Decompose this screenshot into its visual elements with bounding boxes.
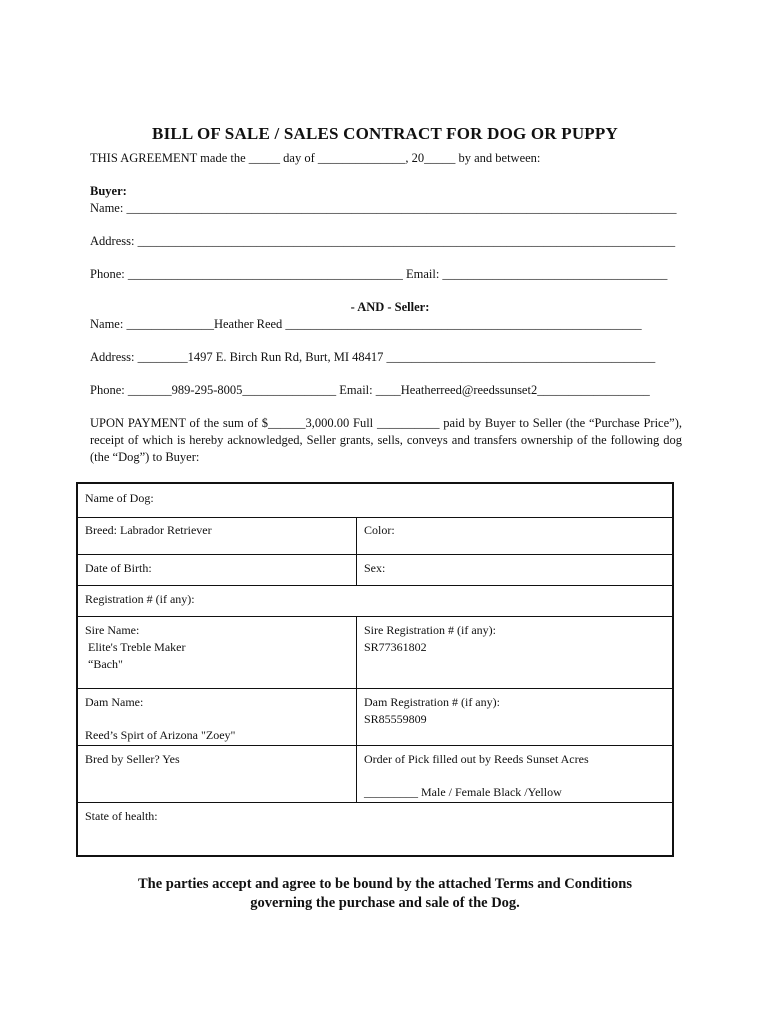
breed-field[interactable]: Breed: Labrador Retriever — [85, 523, 212, 537]
sire-registration-label: Sire Registration # (if any): — [364, 623, 496, 637]
table-row — [78, 688, 672, 746]
terms-acknowledgement — [0, 875, 770, 913]
dam-registration-cell[interactable] — [356, 688, 672, 745]
seller-address-field[interactable]: Address: ________1497 E. Birch Run Rd, Burt, MI 48417 ___________________________________________ — [90, 350, 656, 364]
sex-field[interactable]: Sex: — [356, 554, 672, 585]
registration-field[interactable]: Registration # (if any): — [85, 592, 195, 606]
dam-name-label: Dam Name: — [85, 695, 144, 709]
dam-name-cell[interactable] — [78, 688, 356, 745]
document-title: BILL OF SALE / SALES CONTRACT FOR DOG OR PUPPY — [152, 124, 618, 143]
table-row — [78, 616, 672, 689]
dog-details-table — [76, 482, 674, 857]
sire-registration-cell[interactable] — [356, 616, 672, 688]
agreement-line: THIS AGREEMENT made the _____ day of ______________, 20_____ by and between: — [90, 151, 541, 165]
buyer-phone-email-field[interactable]: Phone: ____________________________________________ Email: ____________________________________ — [90, 267, 668, 281]
state-of-health-field[interactable]: State of health: — [85, 809, 158, 823]
table-row — [78, 585, 672, 617]
dam-registration-label: Dam Registration # (if any): — [364, 695, 500, 709]
order-of-pick-cell[interactable] — [356, 745, 672, 802]
sire-name-cell[interactable] — [78, 616, 356, 688]
buyer-heading: Buyer: — [90, 184, 127, 198]
name-of-dog-field[interactable]: Name of Dog: — [85, 491, 154, 505]
date-of-birth-field[interactable]: Date of Birth: — [85, 561, 152, 575]
terms-line-1: The parties accept and agree to be bound by the attached Terms and Conditions — [138, 876, 632, 892]
sire-name-value: Elite's Treble Maker — [88, 640, 186, 654]
sire-call-name: “Bach" — [88, 657, 123, 671]
sex-color-choice: _________ Male / Female Black /Yellow — [364, 785, 562, 799]
table-row — [78, 517, 672, 555]
table-row — [78, 554, 672, 586]
terms-line-2: governing the purchase and sale of the Dog. — [250, 895, 520, 911]
table-row — [78, 484, 672, 518]
dam-registration-value: SR85559809 — [364, 712, 427, 726]
seller-heading: - AND - Seller: — [350, 300, 430, 314]
color-field[interactable]: Color: — [356, 517, 672, 554]
seller-name-field[interactable]: Name: ______________Heather Reed _________________________________________________________ — [90, 317, 642, 331]
seller-phone-email-field[interactable]: Phone: _______989-295-8005_______________ Email: ____Heatherreed@reedssunset2__________________ — [90, 383, 650, 397]
sire-registration-value: SR77361802 — [364, 640, 427, 654]
dam-name-value: Reed’s Spirt of Arizona "Zoey" — [85, 728, 236, 742]
buyer-name-field[interactable]: Name: ________________________________________________________________________________________ — [90, 201, 677, 215]
bred-by-seller-field[interactable]: Bred by Seller? Yes — [85, 752, 180, 766]
table-row — [78, 745, 672, 803]
payment-paragraph: UPON PAYMENT of the sum of $______3,000.00 Full __________ paid by Buyer to Seller (the “Purchase Price”), receipt of which is hereby acknowledged, Seller grants, sells, conveys and transfers ownership of the following dog (the “Dog”) to Buyer: — [90, 416, 682, 464]
order-of-pick-label: Order of Pick filled out by Reeds Sunset Acres — [364, 752, 589, 766]
table-row — [78, 802, 672, 855]
sire-name-label: Sire Name: — [85, 623, 140, 637]
buyer-address-field[interactable]: Address: ______________________________________________________________________________________ — [90, 234, 676, 248]
